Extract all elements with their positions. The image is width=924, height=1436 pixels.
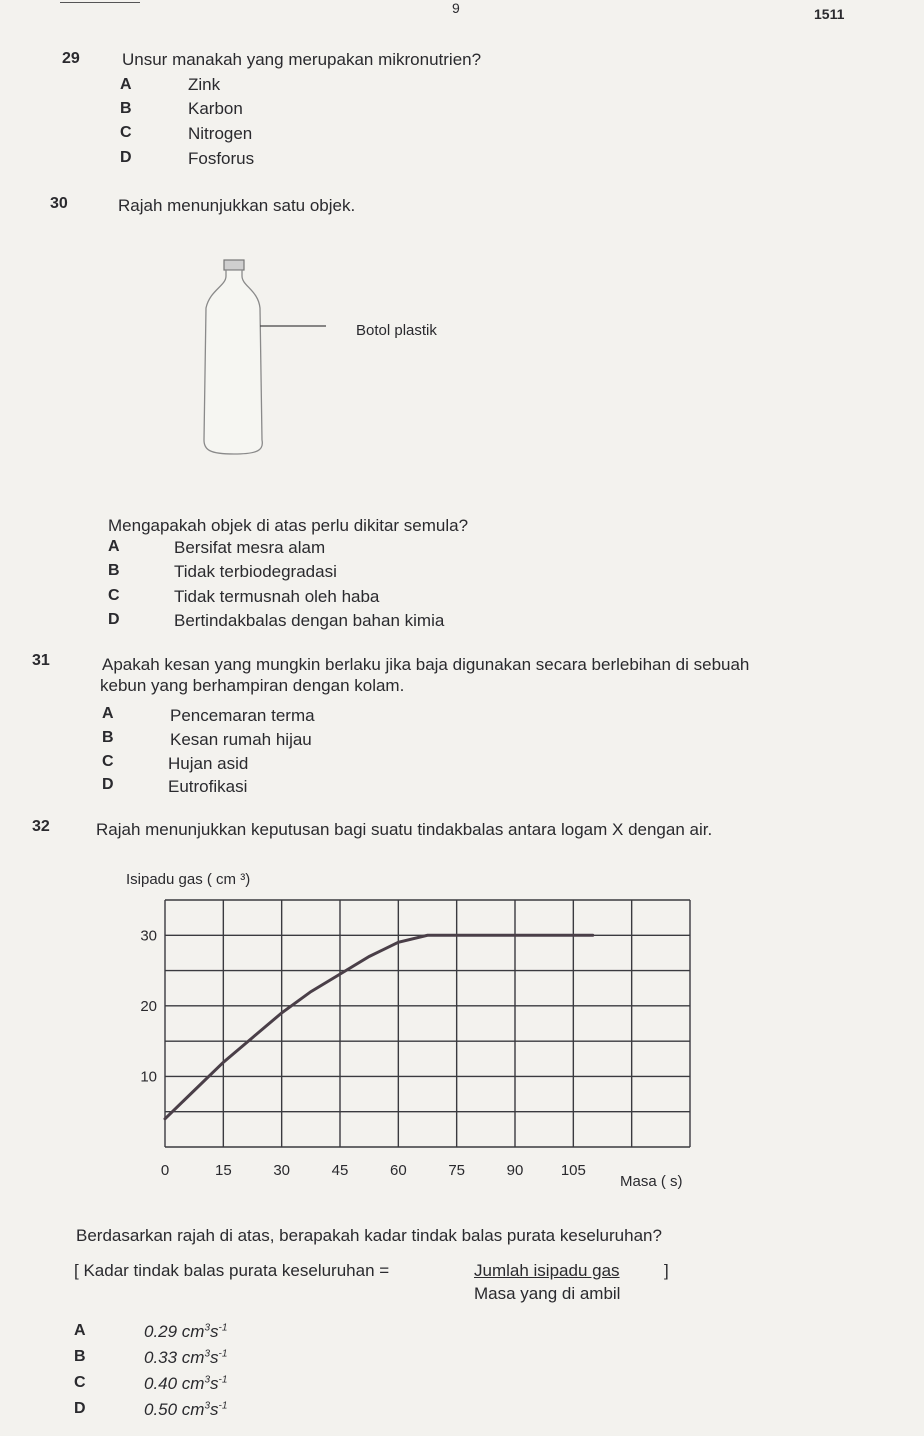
- y-tick-label-1: 10: [140, 1068, 157, 1086]
- q32-option-b-sup1: 3: [204, 1348, 211, 1360]
- q32-option-b-unit: s: [210, 1348, 219, 1367]
- paper-code: 1511: [814, 6, 845, 22]
- q32-option-a: [144, 1322, 227, 1342]
- q31-option-c-letter: C: [102, 753, 114, 770]
- chart-grid: [165, 900, 690, 1147]
- q32-option-c-value: 0.40 cm: [144, 1374, 205, 1393]
- gas-volume-chart: [110, 862, 730, 1202]
- q31-option-a: Pencemaran terma: [170, 706, 315, 725]
- q32-option-c: [144, 1374, 227, 1394]
- q29-option-c-letter: C: [120, 124, 132, 141]
- q30-option-b-letter: B: [108, 562, 120, 579]
- q32-option-a-sup1: 3: [204, 1322, 211, 1334]
- bottle-cap: [224, 260, 244, 270]
- q32-question: Berdasarkan rajah di atas, berapakah kadar tindak balas purata keseluruhan?: [76, 1226, 662, 1245]
- y-tick-label-2: 20: [140, 997, 157, 1015]
- q29-option-c: Nitrogen: [188, 124, 253, 143]
- x-tick-label-5: 75: [448, 1162, 466, 1179]
- q32-option-a-unit: s: [210, 1322, 219, 1341]
- x-tick-label-1: 15: [214, 1162, 232, 1179]
- q32-text: Rajah menunjukkan keputusan bagi suatu tindakbalas antara logam X dengan air.: [96, 820, 713, 839]
- q32-option-c-letter: C: [74, 1374, 86, 1391]
- q30-option-d: Bertindakbalas dengan bahan kimia: [174, 611, 445, 630]
- chart-ylabel: Isipadu gas ( cm ³): [126, 871, 251, 888]
- q32-option-b: [144, 1348, 227, 1368]
- chart-ticks: [140, 927, 586, 1179]
- series-line-isipadu-gas: [165, 935, 593, 1119]
- q30-text: Rajah menunjukkan satu objek.: [118, 196, 356, 215]
- q32-option-d-value: 0.50 cm: [144, 1400, 205, 1419]
- x-tick-label-4: 60: [389, 1162, 407, 1179]
- q32-option-c-sup2: -1: [218, 1374, 228, 1386]
- q31-option-d-letter: D: [102, 776, 114, 793]
- q30-option-c: Tidak termusnah oleh haba: [174, 587, 380, 606]
- formula-numerator: Jumlah isipadu gas: [474, 1261, 620, 1280]
- q32-option-b-value: 0.33 cm: [144, 1348, 205, 1367]
- bottle-body: [204, 270, 262, 454]
- formula-lhs: [ Kadar tindak balas purata keseluruhan =: [74, 1261, 390, 1280]
- q32-option-d-unit: s: [210, 1400, 219, 1419]
- q30-option-d-letter: D: [108, 611, 120, 628]
- q32-option-c-unit: s: [210, 1374, 219, 1393]
- q29-option-a: Zink: [188, 75, 221, 94]
- q31-option-c: Hujan asid: [168, 754, 249, 773]
- q29-option-d-letter: D: [120, 149, 132, 166]
- q31-text-line1: Apakah kesan yang mungkin berlaku jika baja digunakan secara berlebihan di sebuah: [102, 655, 750, 674]
- q29-text: Unsur manakah yang merupakan mikronutrien?: [122, 50, 482, 69]
- q31-option-b-letter: B: [102, 729, 114, 746]
- q32-option-d-sup1: 3: [204, 1400, 211, 1412]
- q29-option-a-letter: A: [120, 76, 132, 93]
- x-tick-label-7: 105: [560, 1162, 586, 1179]
- q32-option-d-sup2: -1: [218, 1400, 228, 1412]
- q30-option-c-letter: C: [108, 587, 120, 604]
- formula-denominator: Masa yang di ambil: [474, 1284, 621, 1303]
- q32-option-d: [144, 1400, 227, 1420]
- chart-xlabel: Masa ( s): [620, 1173, 683, 1190]
- q30-option-a: Bersifat mesra alam: [174, 538, 326, 557]
- q30-option-a-letter: A: [108, 538, 120, 555]
- x-tick-label-6: 90: [506, 1162, 524, 1179]
- header-rule: [60, 2, 140, 3]
- q30-number: 30: [50, 195, 68, 212]
- x-tick-label-3: 45: [331, 1162, 349, 1179]
- q32-option-b-letter: B: [74, 1348, 86, 1365]
- x-tick-label-2: 30: [273, 1162, 291, 1179]
- q31-option-a-letter: A: [102, 705, 114, 722]
- q29-option-b: Karbon: [188, 99, 243, 118]
- plastic-bottle-figure: [190, 250, 350, 465]
- q32-option-d-letter: D: [74, 1400, 86, 1417]
- y-tick-label-3: 30: [140, 927, 157, 945]
- formula-close-bracket: ]: [664, 1261, 669, 1280]
- q30-question: Mengapakah objek di atas perlu dikitar semula?: [108, 516, 469, 535]
- q31-option-b: Kesan rumah hijau: [170, 730, 312, 749]
- page-number: 9: [452, 0, 460, 16]
- q29-option-b-letter: B: [120, 100, 132, 117]
- q32-number: 32: [32, 818, 50, 835]
- bottle-label: Botol plastik: [356, 322, 437, 339]
- q31-option-d: Eutrofikasi: [168, 777, 248, 796]
- q30-option-b: Tidak terbiodegradasi: [174, 562, 337, 581]
- q32-option-a-value: 0.29 cm: [144, 1322, 205, 1341]
- q29-option-d: Fosforus: [188, 149, 255, 168]
- q32-option-a-sup2: -1: [218, 1322, 228, 1334]
- q29-number: 29: [62, 50, 80, 67]
- q32-option-a-letter: A: [74, 1322, 86, 1339]
- q31-number: 31: [32, 652, 50, 669]
- q32-option-c-sup1: 3: [204, 1374, 211, 1386]
- q32-option-b-sup2: -1: [218, 1348, 228, 1360]
- x-tick-label-0: 0: [160, 1162, 170, 1179]
- q31-text-line2: kebun yang berhampiran dengan kolam.: [100, 676, 405, 695]
